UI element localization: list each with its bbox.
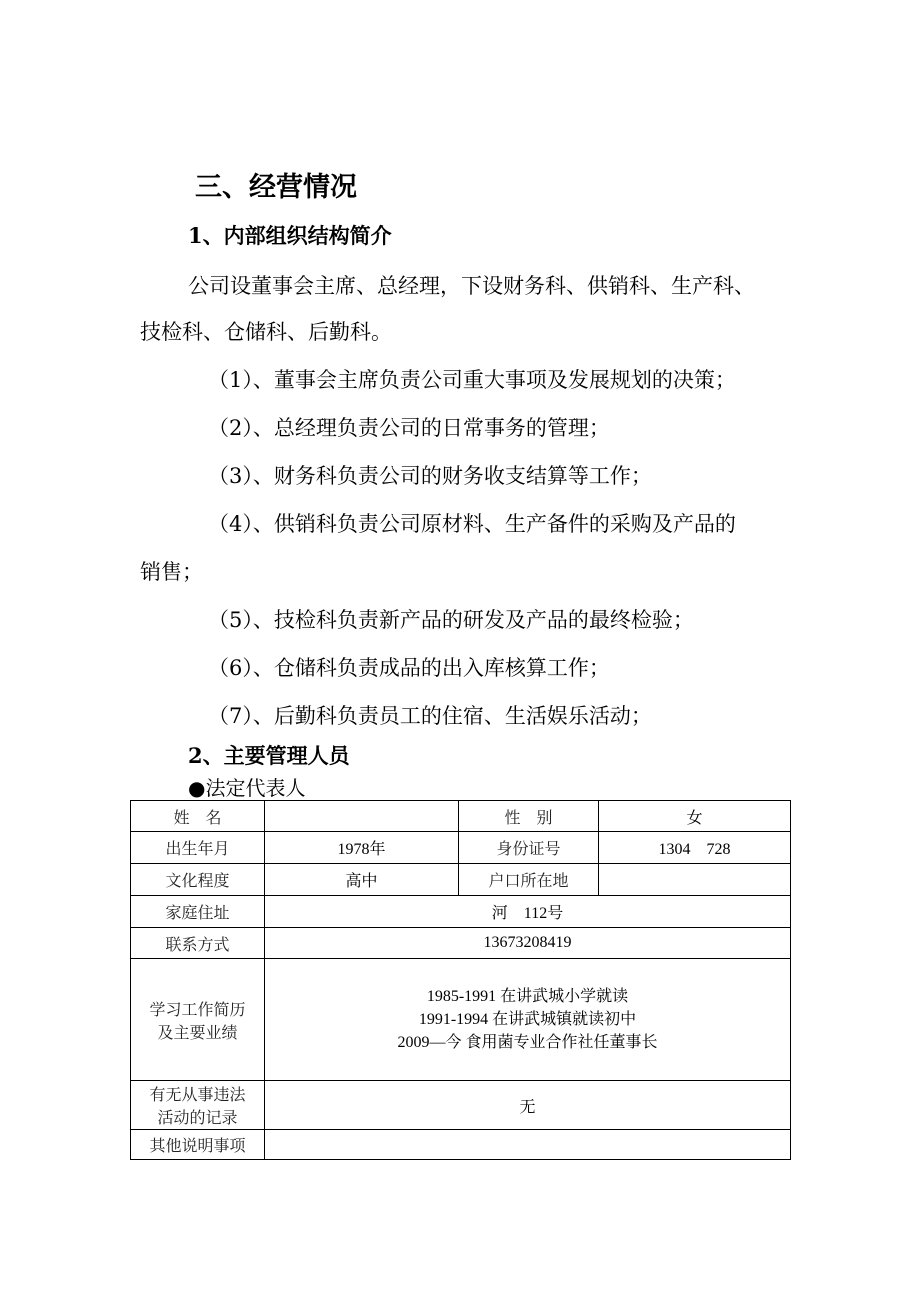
history-line-3: 2009—今 食用菌专业合作社任董事长	[397, 1034, 658, 1051]
history-label-line-1: 学习工作简历	[149, 999, 246, 1019]
duty-item-6: （6）、仓储科负责成品的出入库核算工作；	[208, 656, 610, 680]
address-value: 河 112号	[265, 896, 791, 928]
duty-item-7: （7）、后勤科负责员工的住宿、生活娱乐活动；	[208, 704, 652, 728]
id-label: 身份证号	[459, 832, 599, 864]
birth-value: 1978年	[265, 832, 459, 864]
history-value	[265, 959, 791, 1081]
history-line-2: 1991-1994 在讲武城镇就读初中	[418, 1011, 637, 1028]
legal-representative-heading: ●法定代表人	[188, 776, 306, 800]
intro-line-2: 技检科、仓储科、后勤科。	[140, 320, 392, 344]
education-value: 高中	[265, 864, 459, 896]
table-row	[131, 1130, 791, 1160]
subsection-1-title: 1、内部组织结构简介	[188, 223, 392, 248]
table-row	[131, 928, 791, 959]
education-label: 文化程度	[131, 864, 265, 896]
duty-item-1: （1）、董事会主席负责公司重大事项及发展规划的决策；	[208, 368, 736, 392]
record-label	[131, 1081, 265, 1130]
duty-item-2: （2）、总经理负责公司的日常事务的管理；	[208, 416, 610, 440]
gender-value: 女	[599, 801, 791, 832]
hukou-value	[599, 864, 791, 896]
history-line-1: 1985-1991 在讲武城小学就读	[426, 988, 629, 1005]
table-row	[131, 896, 791, 928]
record-label-line-1: 有无从事违法	[149, 1085, 246, 1104]
intro-line-1: 公司设董事会主席、总经理，下设财务科、供销科、生产科、	[188, 274, 755, 298]
duty-item-4: （4）、供销科负责公司原材料、生产备件的采购及产品的	[208, 512, 736, 536]
duty-item-5: （5）、技检科负责新产品的研发及产品的最终检验；	[208, 608, 694, 632]
other-label: 其他说明事项	[131, 1130, 265, 1160]
table-row	[131, 864, 791, 896]
gender-label: 性 别	[459, 801, 599, 832]
duty-item-3: （3）、财务科负责公司的财务收支结算等工作；	[208, 464, 652, 488]
history-label-line-2: 及主要业绩	[157, 1022, 238, 1042]
hukou-label: 户口所在地	[459, 864, 599, 896]
section-title: 三、经营情况	[195, 172, 357, 203]
other-value	[265, 1130, 791, 1160]
birth-label: 出生年月	[131, 832, 265, 864]
table-row	[131, 801, 791, 832]
id-value: 1304 728	[599, 832, 791, 864]
contact-label: 联系方式	[131, 928, 265, 959]
record-value: 无	[265, 1081, 791, 1130]
history-label	[131, 959, 265, 1081]
duty-item-4-cont: 销售；	[140, 560, 203, 584]
contact-value: 13673208419	[265, 928, 791, 959]
table-row	[131, 1081, 791, 1130]
legal-representative-table	[130, 800, 791, 1160]
table-row	[131, 959, 791, 1081]
address-label: 家庭住址	[131, 896, 265, 928]
record-label-line-2: 活动的记录	[157, 1108, 238, 1127]
subsection-2-title: 2、主要管理人员	[188, 743, 350, 768]
name-value	[265, 801, 459, 832]
table-row	[131, 832, 791, 864]
name-label: 姓 名	[131, 801, 265, 832]
